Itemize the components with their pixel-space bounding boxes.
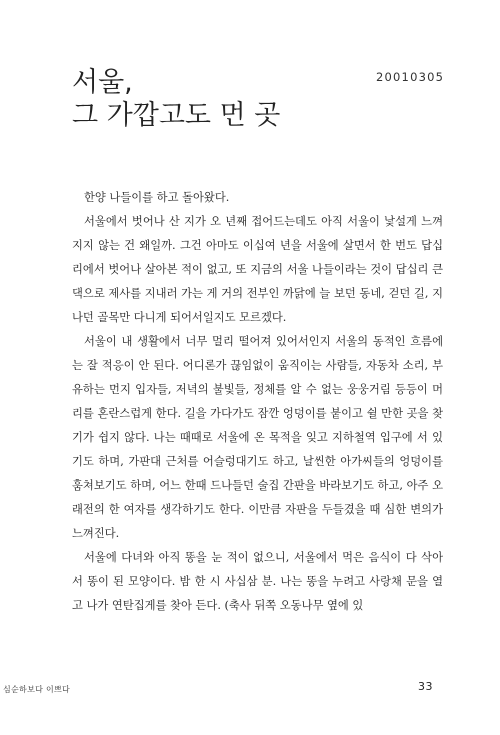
chapter-title-line-1: 서울,	[72, 67, 133, 98]
paragraph-4: 서울에 다녀와 아직 똥을 눈 적이 없으니, 서울에서 먹은 음식이 다 삭아서 똥이 된 모양이다. 밤 한 시 사십삼 분. 나는 똥을 누려고 사랑채 문을 열고 나가 연탄집게를 찾아 든다. (축사 뒤쪽 오동나무 옆에 있	[72, 551, 443, 612]
chapter-title	[72, 66, 322, 132]
page-number: 33	[418, 680, 433, 693]
entry-date: 20010305	[376, 70, 445, 84]
paragraph-2: 서울에서 벗어나 산 지가 오 년째 접어드는데도 아직 서울이 낯설게 느껴지지 않는 건 왜일까. 그건 아마도 이십여 년을 서울에 살면서 한 번도 답십리에서 벗어나 살아본 적이 없고, 또 지금의 서울 나들이라는 것이 답십리 큰댁으로 제사를 지내러 가는 게 거의 전부인 까닭에 늘 보던 동네, 걷던 길, 지나던 골목만 다니게 되어서일지도 모르겠다.	[72, 215, 443, 324]
running-footer-book-title: 심순하보다 이쁘다	[3, 685, 71, 694]
paragraph-3: 서울이 내 생활에서 너무 멀리 떨어져 있어서인지 서울의 동적인 흐름에는 잘 적응이 안 된다. 어디론가 끊임없이 움직이는 사람들, 자동차 소리, 부유하는 먼지 입자들, 저녁의 불빛들, 정체를 알 수 없는 웅웅거림 등등이 머리를 혼란스럽게 한다. 길을 가다가도 잠깐 엉덩이를 붙이고 쉴 만한 곳을 찾기가 쉽지 않다. 나는 때때로 서울에 온 목적을 잊고 지하철역 입구에 서 있기도 하며, 가판대 근처를 어슬렁대기도 하고, 날씬한 아가씨들의 엉덩이를 훔쳐보기도 하며, 어느 한때 드나들던 술집 간판을 바라보기도 하고, 아주 오래전의 한 여자를 생각하기도 한다. 이만큼 자판을 두들겼을 때 심한 변의가 느껴진다.	[72, 335, 443, 540]
paragraph-1: 한양 나들이를 하고 돌아왔다.	[84, 191, 230, 204]
chapter-title-line-2: 그 가깝고도 먼 곳	[72, 100, 281, 131]
body-text	[72, 186, 443, 618]
